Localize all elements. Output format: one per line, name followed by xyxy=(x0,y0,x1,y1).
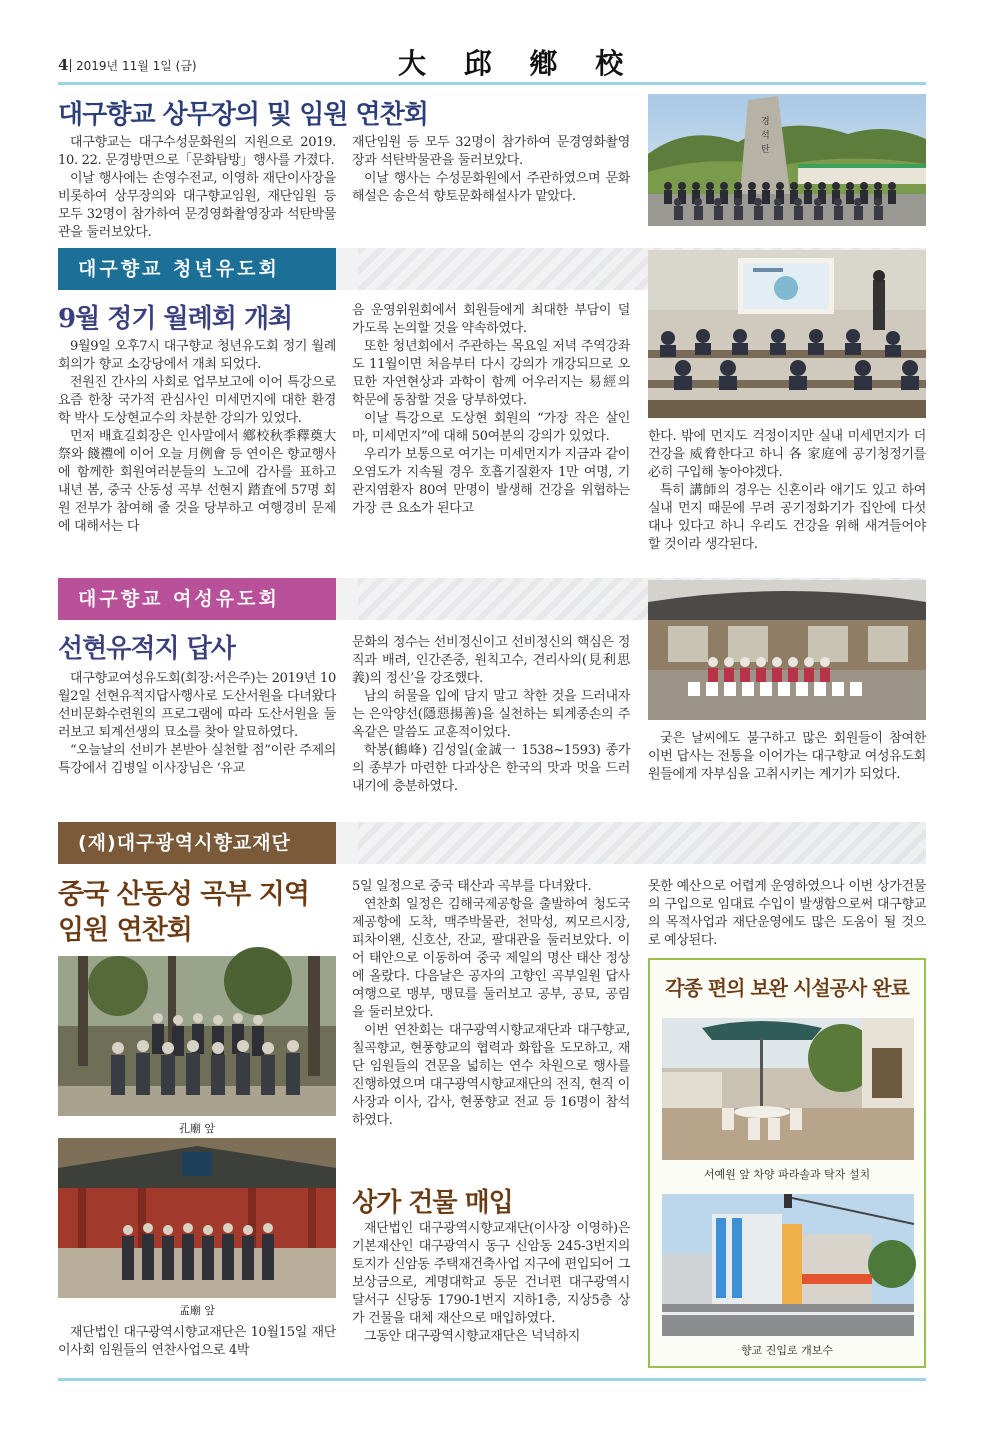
section3-col3 xyxy=(648,730,926,784)
section3-c1-p2: “오늘날의 선비가 본받아 실천할 점”이란 주제의 특강에서 김병일 이사장님은 ‘유교 xyxy=(58,743,336,776)
section2-c1-p1: 9월9일 오후7시 대구향교 청년유도회 정기 월례회의가 향교 소강당에서 개최 되었다. xyxy=(58,339,336,372)
maengmyo-photo xyxy=(58,1138,336,1298)
article1-photo xyxy=(648,94,926,226)
section4-c2-p1: 5일 일정으로 중국 태산과 곡부를 다녀왔다. xyxy=(352,879,592,894)
maengmyo-caption: 孟廟 앞 xyxy=(178,1304,216,1317)
section3-label: 대구향교 여성유도회 xyxy=(58,578,336,620)
section3-photo xyxy=(648,580,926,720)
section3-c2-p3: 학봉(鶴峰) 김성일(金誠一 1538~1593) 종가의 종부가 마련한 다과상은 한국의 맛과 멋을 드러내기에 충분하였다. xyxy=(352,743,630,794)
section3-c3-p1: 궂은 날씨에도 불구하고 많은 회원들이 참여한 이번 답사는 전통을 이어가는 대구향교 여성유도회원들에게 자부심을 고취시키는 계기가 되었다. xyxy=(648,731,926,782)
section2-c2-p3: 이날 특강으로 도상현 회원의 “가장 작은 살인마, 미세먼지”에 대해 50여분의 강의가 있었다. xyxy=(352,411,630,444)
section2-photo xyxy=(648,250,926,418)
section4-sub-p1: 재단법인 대구광역시향교재단(이사장 이영하)은 기본재산인 대구광역시 동구 신암동 245-3번지의 토지가 신암동 주택재건축사업 지구에 편입되어 그 보상금으로, 계명대학교 동문 건너편 대구광역시 달서구 신당동 1790-1번지 지하1층, 지상5층 상가 건물을 대체 재산으로 매입하였다. xyxy=(352,1221,630,1326)
section4-c2-p3: 이번 연찬회는 대구광역시향교재단과 대구향교, 칠곡향교, 현풍향교의 협력과 화합을 도모하고, 재단 임원들의 견문을 넓히는 연수 차원으로 행사를 진행하였으며 대구광역시향교재단의 전직, 현직 이사장과 이사, 감사, 현풍향교 전교 등 16명이 참석하였다. xyxy=(352,1023,630,1128)
section2-c1-p2: 전원진 간사의 사회로 업무보고에 이어 특강으로 요즘 한창 국가적 관심사인 미세먼지에 대한 환경학 박사 도상현교수의 차분한 강의가 있었다. xyxy=(58,375,336,426)
section2-c2-p1: 음 운영위원회에서 회원들에게 최대한 부담이 덜 가도록 논의할 것을 약속하였다. xyxy=(352,303,630,336)
header-rule xyxy=(58,82,926,85)
section3-col2 xyxy=(352,634,630,796)
section3-title: 선현유적지 답사 xyxy=(58,634,235,664)
footer-rule xyxy=(58,1378,926,1381)
svg-text:경: 경 xyxy=(761,117,770,127)
section2-label: 대구향교 청년유도회 xyxy=(58,248,336,290)
section4-c2-p2: 연찬회 일정은 김해국제공항을 출발하여 청도국제공항에 도착, 맥주박물관, 천막성, 찌모르시장, 피차이왠, 신호산, 잔교, 팔대관을 둘러보았다. 이어 태안으로 이동하여 중국 제일의 명산 태산 정상에 올랐다. 다음날은 공자의 고향인 곡부일원 답사여행으로 맹부, 맹묘를 둘러보고 공부, 공묘, 공림을 둘러보았다. xyxy=(352,897,630,1020)
entrance-photo xyxy=(662,1194,914,1336)
section4-title-line1: 중국 산동성 곡부 지역 xyxy=(58,879,309,910)
article1-p3: 이날 행사는 수성문화원에서 주관하였으며 문화해설은 송은석 향토문화해설사가 맡았다. xyxy=(352,171,630,204)
section2-col3 xyxy=(648,428,926,554)
section3-c1-p1: 대구향교여성유도회(회장:서은주)는 2019년 10월2일 선현유적지답사행사로 도산서원을 다녀왔다 선비문화수련원의 프로그램에 따라 도산서원을 둘러보고 퇴계선생의 묘소를 찾아 알묘하였다. xyxy=(58,671,336,740)
section3-col1 xyxy=(58,670,336,778)
section4-col1 xyxy=(58,1324,336,1360)
section2-title: 9월 정기 월례회 개최 xyxy=(58,304,293,334)
issue-date: 2019년 11월 1일 (금) xyxy=(76,59,197,73)
section2-col2 xyxy=(352,302,630,518)
masthead: 大 邱 鄕 校 xyxy=(398,47,638,80)
parasol-caption: 서예원 앞 차양 파라솔과 탁자 설치 xyxy=(703,1168,871,1181)
article1-p2: 이날 행사에는 손영수전교, 이영하 재단이사장을 비롯하여 상무장의와 대구향교임원, 재단임원 등 모두 32명이 참가하여 문경영화촬영장과 석탄박물관을 둘러보았다. xyxy=(58,171,336,240)
section3-c2-p2: 남의 허물을 입에 담지 말고 착한 것을 드러내자는 은악양선(隱惡揚善)을 실천하는 퇴계종손의 주옥같은 말씀도 교훈적이었다. xyxy=(352,689,630,740)
article1-title: 대구향교 상무장의 및 임원 연찬회 xyxy=(58,100,428,130)
section2-c2-p4: 우리가 보통으로 여기는 미세먼지가 지금과 같이 오염도가 지속될 경우 호흡기질환자 1만 여명, 기관지염환자 80여 만명이 발생해 건강을 위협하는 가장 큰 요소가 된다고 xyxy=(352,447,630,516)
article1-col2 xyxy=(352,134,630,206)
section4-sub-p2: 그동안 대구광역시향교재단은 넉넉하지 xyxy=(364,1329,581,1344)
section4-title-line2: 임원 연찬회 xyxy=(58,915,192,946)
page-number: 4 xyxy=(58,56,69,74)
section2-c3-p1: 한다. 밖에 먼지도 걱정이지만 실내 미세먼지가 더 건강을 威脅한다고 하니 各 家庭에 공기청정기를 必히 구입해 놓아야겠다. xyxy=(648,429,926,480)
section4-col3 xyxy=(648,878,926,950)
parasol-photo xyxy=(662,1018,914,1160)
section2-c1-p3: 먼저 배효길회장은 인사말에서 鄕校秋季釋奠大祭와 餞禮에 이어 오늘 月例會 등 연이은 향교행사에 함께한 회원여러분들의 노고에 감사를 표하고 내년 봄, 중국 산동성 곡부 선현지 踏査에 57명 회원 전부가 참여해 줄 것을 당부하고 여행경비 문제에 대해서는 다 xyxy=(58,429,336,534)
section3-c2-p1: 문화의 정수는 선비정신이고 선비정신의 핵심은 정직과 배려, 인간존중, 원칙고수, 견리사의(見利思義)의 정신’을 강조했다. xyxy=(352,635,630,686)
facility-box-title: 각종 편의 보완 시설공사 완료 xyxy=(665,976,909,1000)
section2-col1 xyxy=(58,338,336,536)
section4-subtitle: 상가 건물 매입 xyxy=(352,1188,513,1218)
entrance-caption: 향교 진입로 개보수 xyxy=(740,1344,833,1357)
section4-sub-col2 xyxy=(352,1220,630,1346)
section4-c3-p1: 못한 예산으로 어렵게 운영하였으나 이번 상가건물의 구입으로 임대료 수입이 발생함으로써 대구향교의 목적사업과 재단운영에도 많은 도움이 될 것으로 예상된다. xyxy=(648,879,926,948)
header-divider xyxy=(70,59,71,72)
article1-col1 xyxy=(58,134,336,240)
section2-c3-p2: 특히 講師의 경우는 신혼이라 애기도 있고 하여 실내 먼지 때문에 무려 공기정화기가 집안에 다섯 대나 있다고 하니 우리도 건강을 위해 새겨들어야 할 것이라 생각된다. xyxy=(648,483,926,552)
section4-label: (재)대구광역시향교재단 xyxy=(58,822,336,864)
svg-text:탄: 탄 xyxy=(761,145,770,155)
section4-c1-p1: 재단법인 대구광역시향교재단은 10월15일 재단이사회 임원들의 연찬사업으로 4박 xyxy=(58,1325,336,1358)
svg-text:석: 석 xyxy=(761,131,770,141)
section4-col2 xyxy=(352,878,630,1130)
article1-p1: 대구향교는 대구수성문화원의 지원으로 2019. 10. 22. 문경방면으로「문화탐방」행사를 가졌다. xyxy=(58,135,336,168)
section2-c2-p2: 또한 청년회에서 주관하는 목요일 저녁 주역강좌도 11월이면 처음부터 다시 강의가 개강되므로 오묘한 자연현상과 과학이 함께 어우러지는 易經의 학문에 동참할 것을 당부하였다. xyxy=(352,339,630,408)
article1-p2-cont: 재단임원 등 모두 32명이 참가하여 문경영화촬영장과 석탄박물관을 둘러보았다. xyxy=(352,135,630,168)
facility-box xyxy=(648,958,926,1368)
kongmyo-caption: 孔廟 앞 xyxy=(178,1122,216,1135)
kongmyo-photo xyxy=(58,956,336,1116)
page-header xyxy=(58,48,926,84)
